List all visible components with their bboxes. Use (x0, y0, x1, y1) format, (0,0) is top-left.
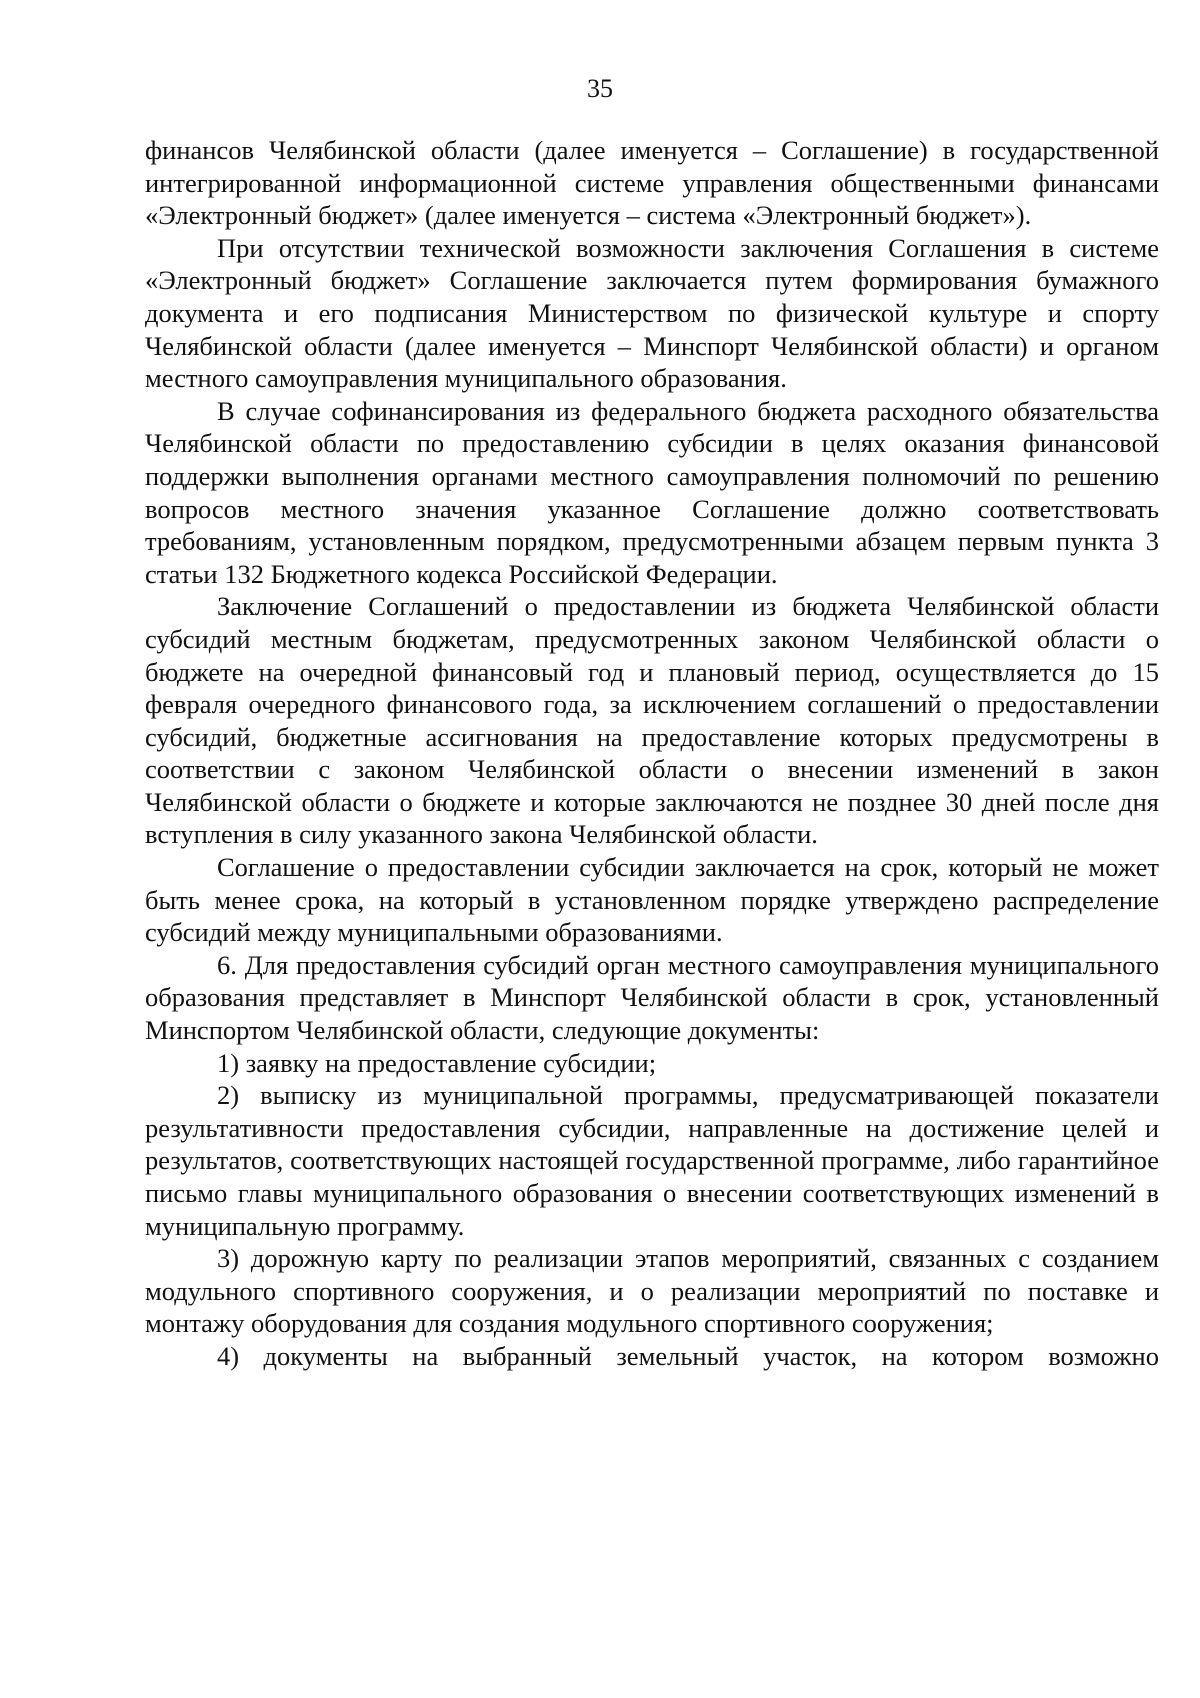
list-item-1: 1) заявку на предоставление субсидии; (217, 1047, 657, 1078)
paragraph-2: При отсутствии технической возможности заключения Соглашения в системе «Электронный бюджет» Соглашение заключается путем формирования бумажного документа и его подписания Министерством по физической культуре и спорту Челябинской области (далее именуется – Минспорт Челябинской области) и органом местного самоуправления муниципального образования. (145, 232, 1159, 394)
paragraph-6-item-heading: 6. Для предоставления субсидий орган местного самоуправления муниципального образования представляет в Минспорт Челябинской области в срок, установленный Минспортом Челябинской области, следующие документы: (145, 949, 1159, 1046)
list-item-2: 2) выписку из муниципальной программы, предусматривающей показатели результативности предоставления субсидии, направленные на достижение целей и результатов, соответствующих настоящей государственной программе, либо гарантийное письмо главы муниципального образования о внесении соответствующих изменений в муниципальную программу. (145, 1080, 1159, 1241)
paragraph-3: В случае софинансирования из федерального бюджета расходного обязательства Челябинской области по предоставлению субсидии в целях оказания финансовой поддержки выполнения органами местного самоуправления полномочий по решению вопросов местного значения указанное Соглашение должно соответствовать требованиям, установленным порядком, предусмотренными абзацем первым пункта 3 статьи 132 Бюджетного кодекса Российской Федерации. (145, 395, 1159, 589)
list-item-3: 3) дорожную карту по реализации этапов мероприятий, связанных с созданием модульного спортивного сооружения, и о реализации мероприятий по поставке и монтажу оборудования для создания модульного спортивного сооружения; (145, 1243, 1159, 1339)
paragraph-1-continuation: финансов Челябинской области (далее именуется – Соглашение) в государственной интегрированной информационной системе управления общественными финансами «Электронный бюджет» (далее именуется – система «Электронный бюджет»). (145, 135, 1159, 231)
paragraph-4: Заключение Соглашений о предоставлении из бюджета Челябинской области субсидий местным бюджетам, предусмотренных законом Челябинской области о бюджете на очередной финансовый год и плановый период, осуществляется до 15 февраля очередного финансового года, за исключением соглашений о предоставлении субсидий, бюджетные ассигнования на предоставление которых предусмотрены в соответствии с законом Челябинской области о внесении изменений в закон Челябинской области о бюджете и которые заключаются не позднее 30 дней после дня вступления в силу указанного закона Челябинской области. (145, 591, 1159, 850)
paragraph-5: Соглашение о предоставлении субсидии заключается на срок, который не может быть менее срока, на который в установленном порядке утверждено распределение субсидий между муниципальными образованиями. (145, 852, 1159, 948)
document-body (145, 134, 1159, 1373)
page-number: 35 (587, 74, 613, 103)
list-item-4: 4) документы на выбранный земельный участок, на котором возможно (217, 1340, 1159, 1371)
